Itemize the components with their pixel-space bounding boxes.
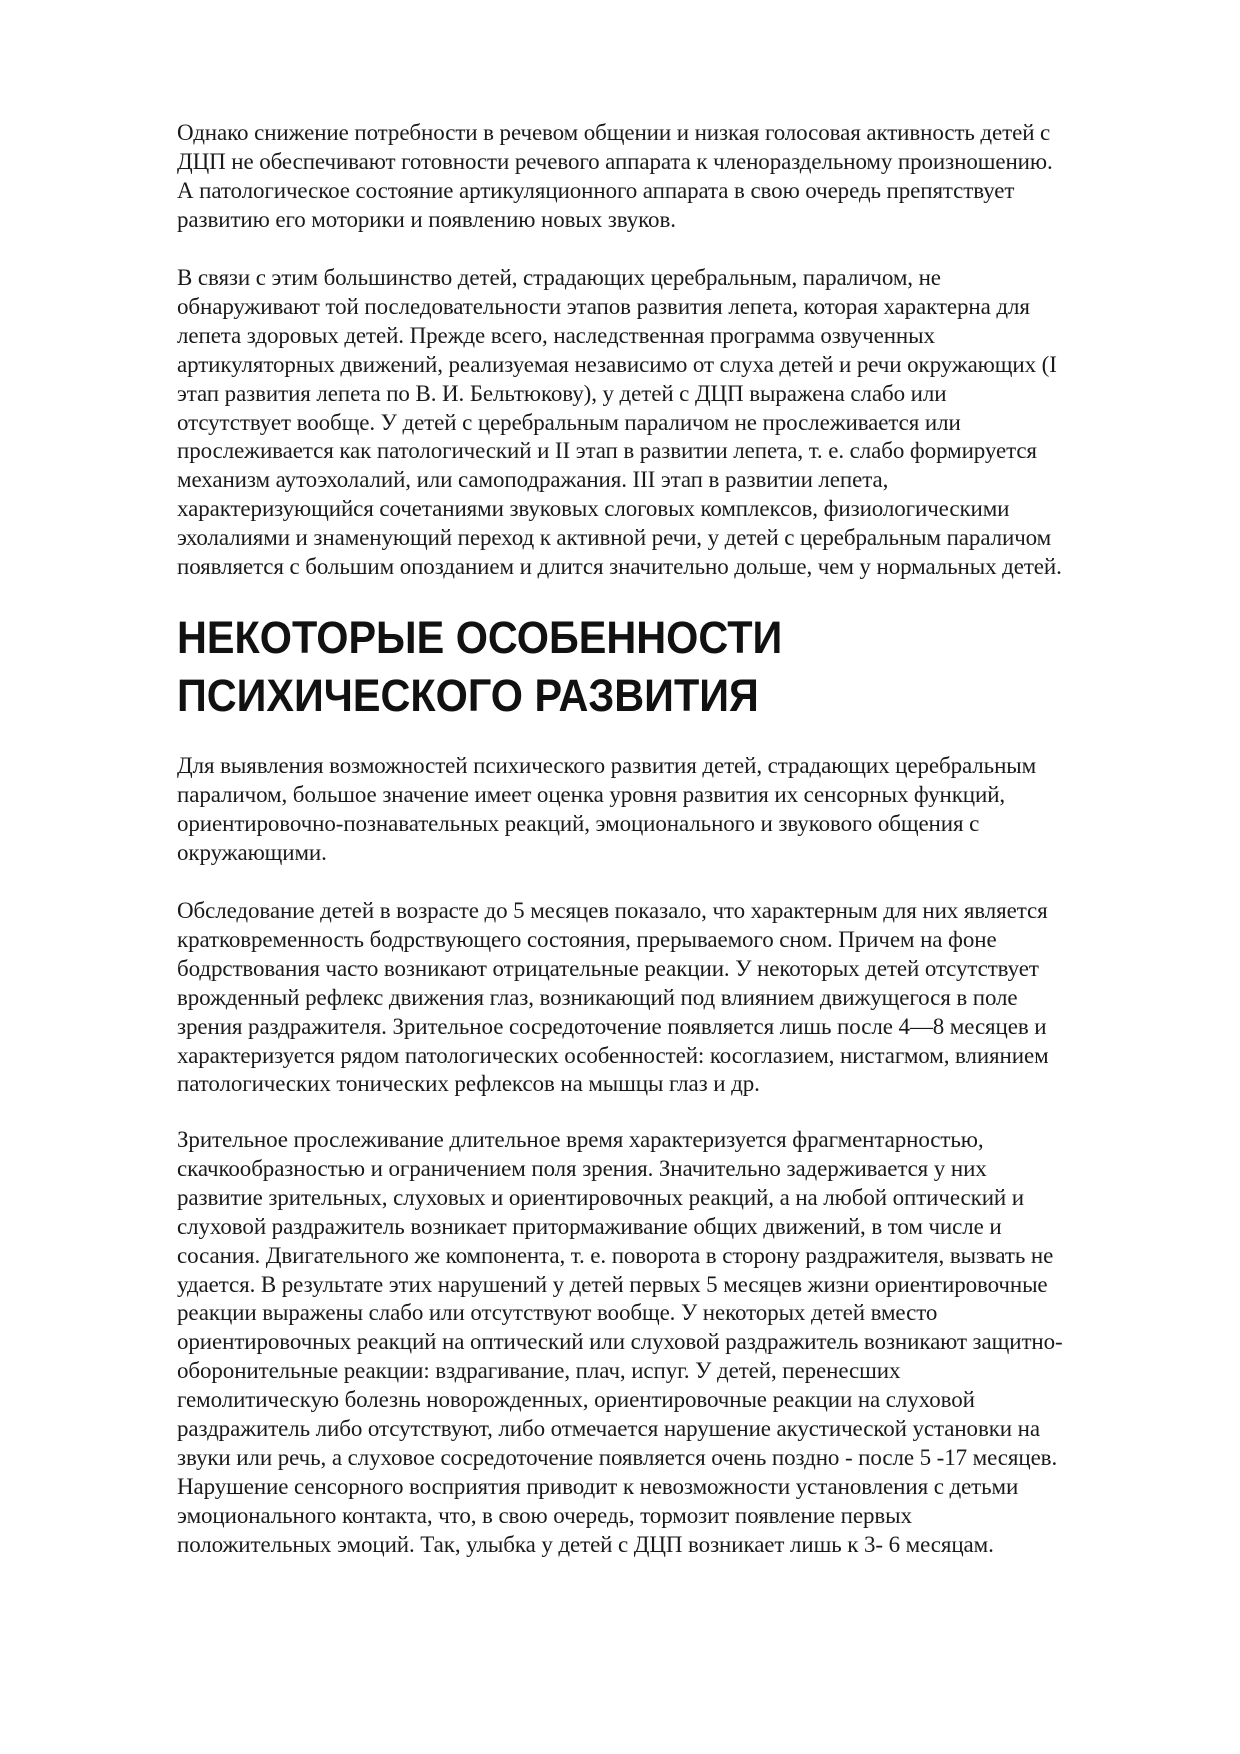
text-line: реакции выражены слабо или отсутствуют вообще. У некоторых детей вместо: [177, 1300, 938, 1326]
text-line: механизм аутоэхолалий, или самоподражания. III этап в развитии лепета,: [177, 467, 889, 493]
text-line: отсутствует вообще. У детей с церебральным параличом не прослеживается или: [177, 409, 961, 435]
paragraph-babbling-stages: [177, 264, 1177, 582]
text-line: характеризуется рядом патологических особенностей: косоглазием, нистагмом, влиянием: [177, 1042, 1049, 1068]
text-line: Зрительное прослеживание длительное время характеризуется фрагментарностью,: [177, 1127, 984, 1152]
text-line: А патологическое состояние артикуляционного аппарата в свою очередь препятствует: [177, 177, 1015, 203]
text-line: характеризующийся сочетаниями звуковых слоговых комплексов, физиологическими: [177, 496, 1010, 522]
text-line: кратковременность бодрствующего состояния, прерываемого сном. Причем на фоне: [177, 926, 997, 952]
text-line: обнаруживают той последовательности этапов развития лепета, которая характерна для: [177, 293, 1030, 319]
text-line: сосания. Двигательного же компонента, т. е. поворота в сторону раздражителя, вызвать не: [177, 1242, 1054, 1268]
text-line: прослеживается как патологический и II этап в развитии лепета, т. е. слабо формируется: [177, 438, 1037, 464]
text-line: ориентировочно-познавательных реакций, эмоционального и звукового общения с: [177, 810, 980, 836]
text-line: ПСИХИЧЕСКОГО РАЗВИТИЯ: [177, 670, 759, 721]
text-line: бодрствования часто возникают отрицательные реакции. У некоторых детей отсутствует: [177, 955, 1039, 981]
text-line: зрения раздражителя. Зрительное сосредоточение появляется лишь после 4—8 месяцев и: [177, 1013, 1047, 1039]
text-line: этап развития лепета по В. И. Бельтюкову), у детей с ДЦП выражена слабо или: [177, 380, 947, 406]
text-line: артикуляторных движений, реализуемая независимо от слуха детей и речи окружающих (I: [177, 351, 1057, 377]
text-line: развитие зрительных, слуховых и ориентировочных реакций, а на любой оптический и: [177, 1184, 1024, 1210]
text-line: слуховой раздражитель возникает притормаживание общих движений, в том числе и: [177, 1213, 1002, 1239]
text-line: звуки или речь, а слуховое сосредоточение появляется очень поздно - после 5 -17 месяцев.: [177, 1444, 1058, 1470]
paragraph-examination-under-5-months: [177, 897, 1177, 1099]
text-line: ДЦП не обеспечивают готовности речевого аппарата к членораздельному произношению.: [177, 148, 1053, 174]
paragraph-visual-tracking: [177, 1126, 1177, 1560]
text-line: гемолитическую болезнь новорожденных, ориентировочные реакции на слуховой: [177, 1387, 975, 1413]
text-line: В связи с этим большинство детей, страдающих церебральным, параличом, не: [177, 265, 941, 290]
section-heading: [177, 609, 1177, 725]
paragraph-babbling-motor: [177, 119, 1177, 235]
text-line: эхолалиями и знаменующий переход к активной речи, у детей с церебральным параличом: [177, 525, 1052, 551]
text-line: патологических тонических рефлексов на мышцы глаз и др.: [177, 1071, 760, 1097]
text-line: Нарушение сенсорного восприятия приводит к невозможности установления с детьми: [177, 1473, 1019, 1499]
text-line: скачкообразностью и ограничением поля зрения. Значительно задерживается у них: [177, 1155, 987, 1181]
text-line: эмоционального контакта, что, в свою очередь, тормозит появление первых: [177, 1502, 912, 1528]
text-line: окружающими.: [177, 839, 327, 865]
text-line: появляется с большим опозданием и длится значительно дольше, чем у нормальных детей.: [177, 554, 1062, 580]
text-line: ориентировочных реакций на оптический или слуховой раздражитель возникают защитно-: [177, 1329, 1063, 1355]
text-line: раздражитель либо отсутствуют, либо отмечается нарушение акустической установки на: [177, 1416, 1040, 1442]
text-line: врожденный рефлекс движения глаз, возникающий под влиянием движущегося в поле: [177, 984, 1018, 1010]
text-line: Для выявления возможностей психического развития детей, страдающих церебральным: [177, 753, 1037, 778]
text-line: положительных эмоций. Так, улыбка у детей с ДЦП возникает лишь к 3- 6 месяцам.: [177, 1531, 994, 1557]
text-line: Обследование детей в возрасте до 5 месяцев показало, что характерным для них является: [177, 898, 1048, 923]
text-line: НЕКОТОРЫЕ ОСОБЕННОСТИ: [177, 612, 783, 663]
paragraph-mental-development-intro: [177, 752, 1177, 868]
text-line: удается. В результате этих нарушений у детей первых 5 месяцев жизни ориентировочные: [177, 1271, 1048, 1297]
text-line: развитию его моторики и появлению новых звуков.: [177, 206, 676, 232]
text-line: лепета здоровых детей. Прежде всего, наследственная программа озвученных: [177, 322, 935, 348]
text-line: параличом, большое значение имеет оценка уровня развития их сенсорных функций,: [177, 781, 1006, 807]
text-line: Однако снижение потребности в речевом общении и низкая голосовая активность детей с: [177, 120, 1051, 145]
text-line: оборонительные реакции: вздрагивание, плач, испуг. У детей, перенесших: [177, 1358, 901, 1384]
